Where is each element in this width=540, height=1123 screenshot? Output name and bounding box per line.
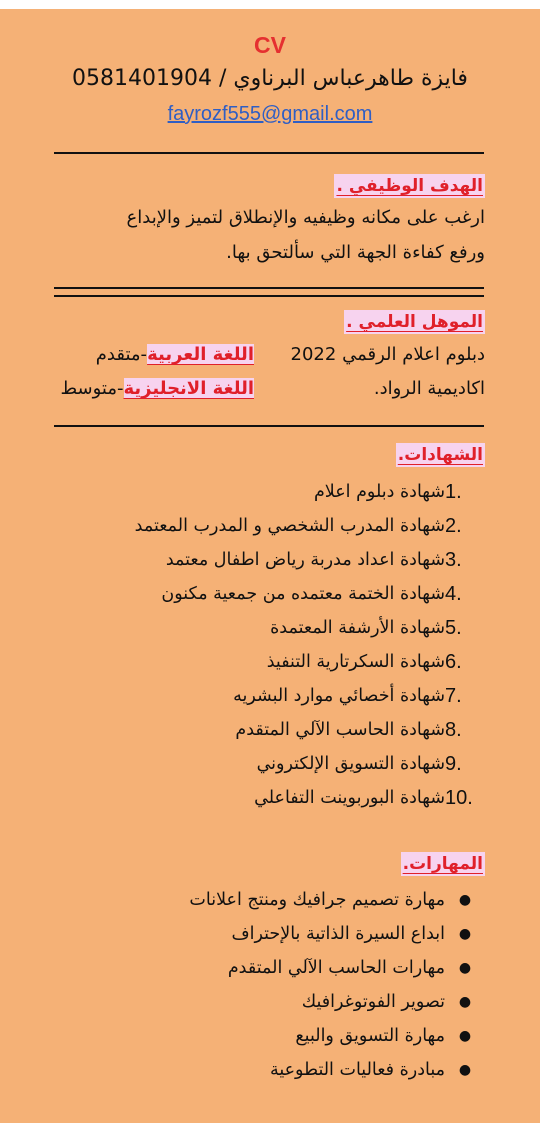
item-text: مهارة التسويق والبيع — [295, 1026, 445, 1046]
list-item — [45, 475, 485, 509]
item-text: شهادة التسويق الإلكتروني — [256, 754, 445, 774]
item-text: شهادة المدرب الشخصي و المدرب المعتمد — [134, 516, 445, 536]
list-item — [45, 747, 485, 781]
diploma-line: دبلوم اعلام الرقمي 2022 — [290, 344, 485, 365]
english-language — [54, 372, 254, 406]
list-item — [45, 1019, 485, 1053]
bullet-icon: ● — [458, 1062, 472, 1078]
bullet-icon: ● — [458, 994, 472, 1010]
list-item — [45, 883, 485, 917]
objective-line-2: ورفع كفاءة الجهة التي سألتحق بها. — [226, 242, 485, 263]
item-number: 1. — [445, 480, 462, 503]
item-text: مهارات الحاسب الآلي المتقدم — [227, 958, 445, 978]
certificates-heading: الشهادات. — [397, 445, 483, 465]
bullet-icon: ● — [458, 926, 472, 942]
list-item — [45, 577, 485, 611]
objective-heading: الهدف الوظيفي . — [336, 176, 483, 196]
cv-title: CV — [254, 32, 286, 58]
list-item — [45, 1053, 485, 1087]
item-text: شهادة أخصائي موارد البشريه — [233, 686, 445, 706]
item-number: 7. — [445, 684, 462, 707]
item-text: شهادة الختمة معتمده من جمعية مكنون — [161, 584, 445, 604]
list-item — [45, 645, 485, 679]
item-text: مبادرة فعاليات التطوعية — [269, 1060, 445, 1080]
skills-heading: المهارات. — [402, 854, 483, 874]
english-label: اللغة الانجليزية — [123, 378, 254, 399]
divider — [54, 287, 484, 289]
list-item — [45, 951, 485, 985]
item-number: 5. — [445, 616, 462, 639]
qualification-heading: الموهل العلمي . — [346, 312, 483, 332]
name-phone: فايزة طاهرعباس البرناوي / 0581401904 — [72, 66, 468, 91]
item-text: مهارة تصميم جرافيك ومنتج اعلانات — [189, 890, 445, 910]
item-text: شهادة اعداد مدربة رياض اطفال معتمد — [165, 550, 445, 570]
list-item — [45, 679, 485, 713]
divider — [54, 295, 484, 297]
item-number: 2. — [445, 514, 462, 537]
item-text: شهادة الحاسب الآلي المتقدم — [235, 720, 445, 740]
item-text: شهادة الأرشفة المعتمدة — [270, 618, 445, 638]
divider — [54, 152, 484, 154]
objective-line-1: ارغب على مكانه وظيفيه والإنطلاق لتميز والإبداع — [126, 207, 485, 228]
skills-list — [45, 883, 485, 1087]
certificates-list — [45, 475, 485, 815]
item-number: 6. — [445, 650, 462, 673]
arabic-language — [54, 338, 254, 372]
bullet-icon: ● — [458, 892, 472, 908]
item-number: 8. — [445, 718, 462, 741]
list-item — [45, 509, 485, 543]
item-text: ابداع السيرة الذاتية بالإحتراف — [231, 924, 445, 944]
item-number: 9. — [445, 752, 462, 775]
list-item — [45, 917, 485, 951]
item-text: شهادة السكرتارية التنفيذ — [266, 652, 445, 672]
bullet-icon: ● — [458, 1028, 472, 1044]
english-level: -متوسط — [60, 378, 124, 399]
item-number: 10. — [445, 786, 473, 809]
item-text: شهادة البوربوينت التفاعلي — [254, 788, 445, 808]
arabic-label: اللغة العربية — [147, 344, 254, 365]
item-text: تصوير الفوتوغرافيك — [301, 992, 445, 1012]
list-item — [45, 543, 485, 577]
list-item — [45, 985, 485, 1019]
email-link[interactable]: fayrozf555@gmail.com — [167, 103, 373, 125]
item-text: شهادة دبلوم اعلام — [313, 482, 445, 502]
list-item — [45, 713, 485, 747]
list-item — [45, 611, 485, 645]
top-bar — [0, 0, 540, 9]
list-item — [45, 781, 485, 815]
arabic-level: -متقدم — [95, 344, 148, 365]
item-number: 3. — [445, 548, 462, 571]
divider — [54, 425, 484, 427]
item-number: 4. — [445, 582, 462, 605]
academy-line: اكاديمية الرواد. — [373, 378, 485, 399]
bullet-icon: ● — [458, 960, 472, 976]
